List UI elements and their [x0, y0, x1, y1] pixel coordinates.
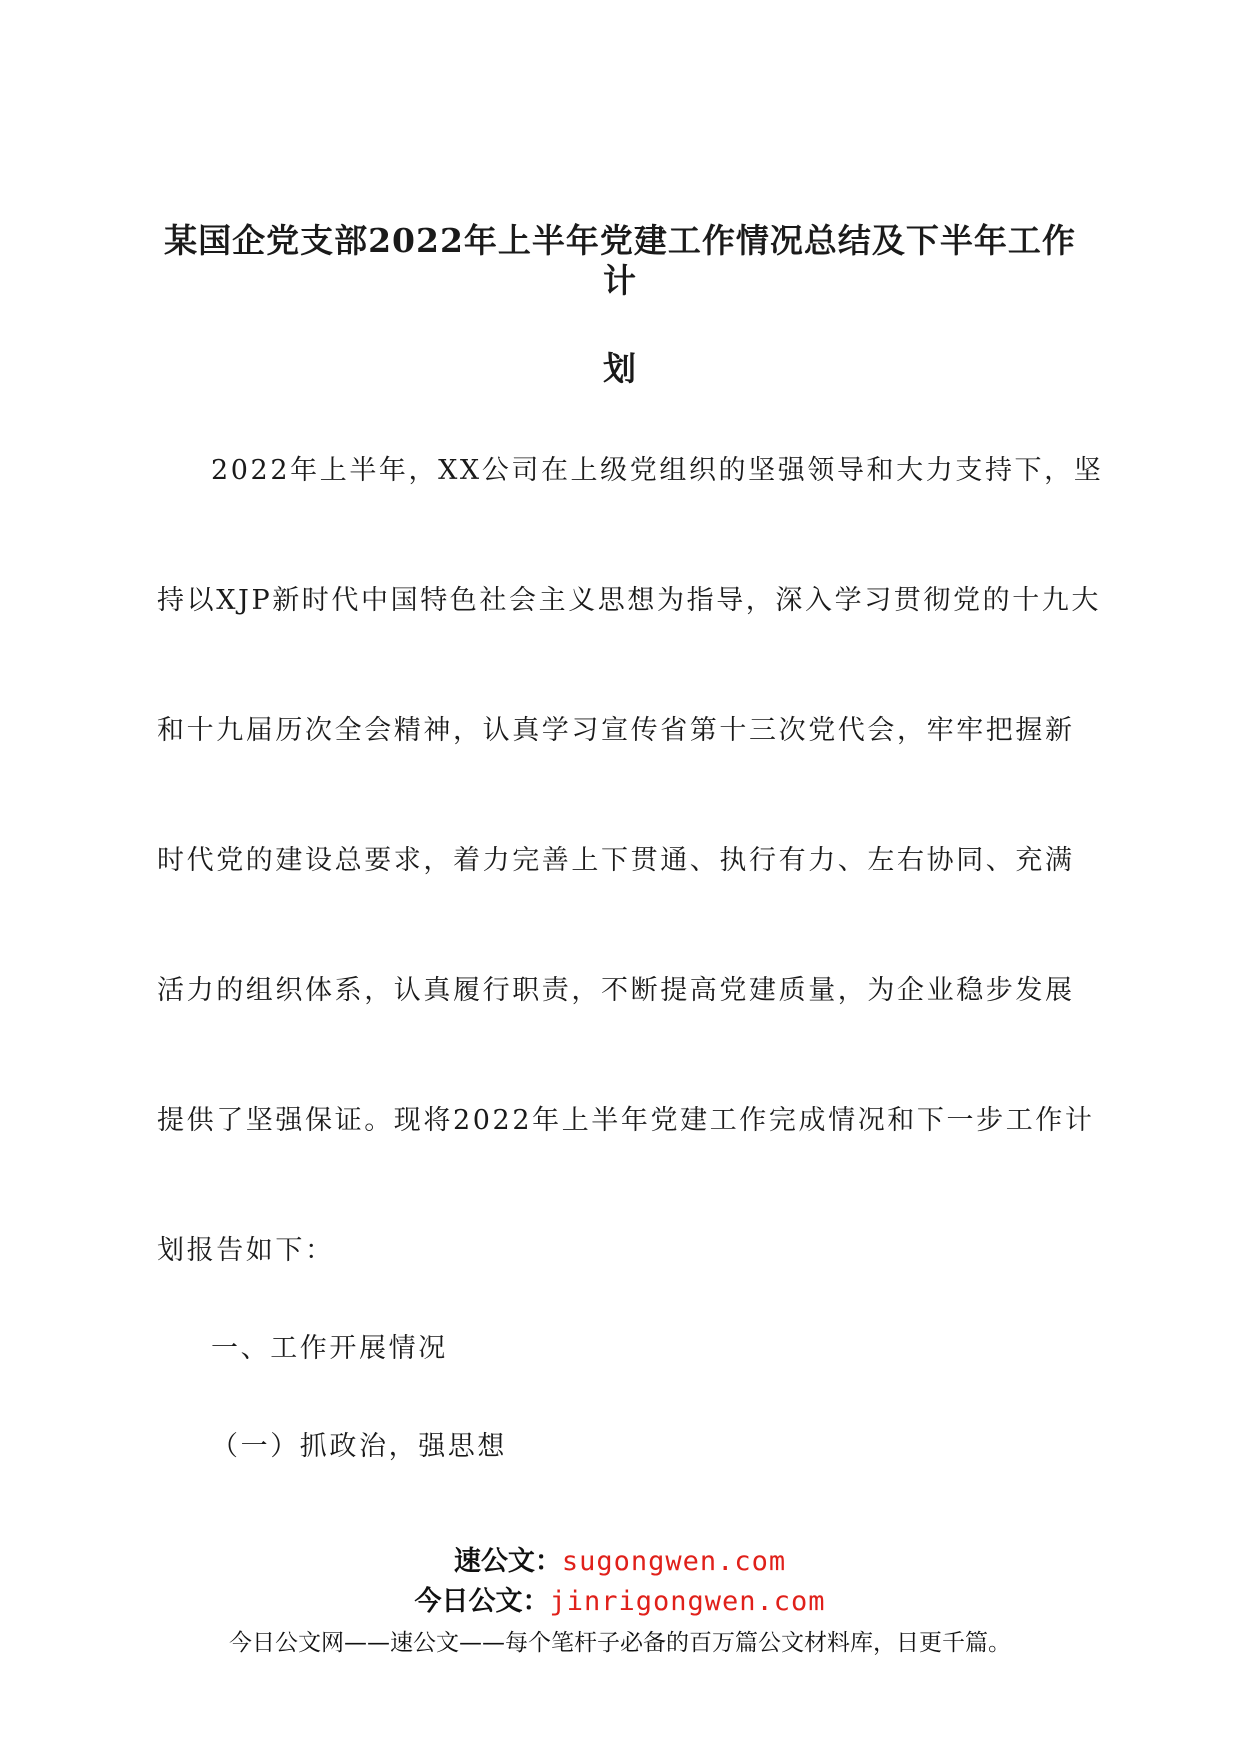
subsection-heading: （一）抓政治，强思想 — [211, 1431, 507, 1462]
paragraph-line-2: 持以XJP新时代中国特色社会主义思想为指导，深入学习贯彻党的十九大 — [157, 585, 1102, 616]
section-heading: 一、工作开展情况 — [211, 1333, 448, 1364]
footer-site-1-label: 速公文： — [453, 1546, 562, 1577]
paragraph-line-6: 提供了坚强保证。现将2022年上半年党建工作完成情况和下一步工作计 — [157, 1105, 1095, 1136]
paragraph-line-3: 和十九届历次全会精神，认真学习宣传省第十三次党代会，牢牢把握新 — [157, 715, 1075, 746]
paragraph-line-7: 划报告如下： — [157, 1235, 335, 1266]
document-title-line-2: 划 — [603, 349, 637, 388]
footer-site-1-link[interactable]: sugongwen.com — [561, 1546, 787, 1577]
footer-site-1 — [0, 1545, 1240, 1579]
footer-tagline: 今日公文网——速公文——每个笔杆子必备的百万篇公文材料库，日更千篇。 — [229, 1630, 1011, 1656]
document-title-line-1: 某国企党支部2022年上半年党建工作情况总结及下半年工作计 — [164, 221, 1076, 300]
footer-site-2-label: 今日公文： — [414, 1586, 550, 1617]
footer-site-2 — [0, 1585, 1240, 1619]
footer-site-2-link[interactable]: jinrigongwen.com — [549, 1586, 826, 1617]
paragraph-line-1: 2022年上半年，XX公司在上级党组织的坚强领导和大力支持下，坚 — [211, 455, 1104, 486]
paragraph-line-5: 活力的组织体系，认真履行职责，不断提高党建质量，为企业稳步发展 — [157, 975, 1075, 1006]
paragraph-line-4: 时代党的建设总要求，着力完善上下贯通、执行有力、左右协同、充满 — [157, 845, 1075, 876]
